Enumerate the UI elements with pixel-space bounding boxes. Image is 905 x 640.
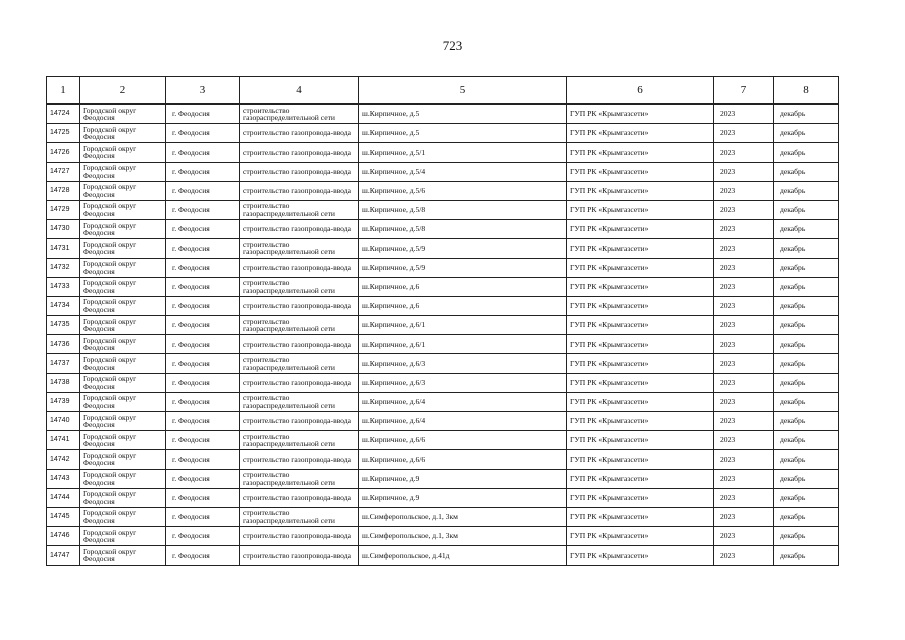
work-type-cell: строительство газопровода-ввода <box>240 373 359 392</box>
locality-cell: г. Феодосия <box>166 392 240 411</box>
table-row <box>47 335 839 354</box>
table-row <box>47 104 839 124</box>
municipality-cell: Городской округ Феодосия <box>80 124 166 143</box>
table-row <box>47 258 839 277</box>
organization-cell: ГУП РК «Крымгазсети» <box>567 354 714 373</box>
municipality-cell: Городской округ Феодосия <box>80 412 166 431</box>
work-type-cell: строительство газопровода-ввода <box>240 143 359 162</box>
locality-cell: г. Феодосия <box>166 277 240 296</box>
work-type-cell: строительство газопровода-ввода <box>240 488 359 507</box>
year-cell: 2023 <box>714 200 774 219</box>
work-type-cell: строительство газораспределительной сети <box>240 469 359 488</box>
locality-cell: г. Феодосия <box>166 258 240 277</box>
organization-cell: ГУП РК «Крымгазсети» <box>567 296 714 315</box>
row-number-cell: 14728 <box>47 181 80 200</box>
year-cell: 2023 <box>714 354 774 373</box>
year-cell: 2023 <box>714 277 774 296</box>
row-number-cell: 14744 <box>47 488 80 507</box>
work-type-cell: строительство газопровода-ввода <box>240 181 359 200</box>
row-number-cell: 14741 <box>47 431 80 450</box>
organization-cell: ГУП РК «Крымгазсети» <box>567 527 714 546</box>
month-cell: декабрь <box>774 200 839 219</box>
organization-cell: ГУП РК «Крымгазсети» <box>567 431 714 450</box>
work-type-cell: строительство газораспределительной сети <box>240 104 359 124</box>
locality-cell: г. Феодосия <box>166 200 240 219</box>
organization-cell: ГУП РК «Крымгазсети» <box>567 181 714 200</box>
month-cell: декабрь <box>774 354 839 373</box>
municipality-cell: Городской округ Феодосия <box>80 354 166 373</box>
locality-cell: г. Феодосия <box>166 239 240 258</box>
address-cell: ш.Кирпичное, д.9 <box>359 488 567 507</box>
locality-cell: г. Феодосия <box>166 162 240 181</box>
work-type-cell: строительство газопровода-ввода <box>240 412 359 431</box>
organization-cell: ГУП РК «Крымгазсети» <box>567 104 714 124</box>
month-cell: декабрь <box>774 527 839 546</box>
month-cell: декабрь <box>774 316 839 335</box>
table-row <box>47 143 839 162</box>
organization-cell: ГУП РК «Крымгазсети» <box>567 412 714 431</box>
year-cell: 2023 <box>714 296 774 315</box>
address-cell: ш.Кирпичное, д.6/6 <box>359 450 567 469</box>
row-number-cell: 14726 <box>47 143 80 162</box>
work-type-cell: строительство газораспределительной сети <box>240 316 359 335</box>
organization-cell: ГУП РК «Крымгазсети» <box>567 143 714 162</box>
year-cell: 2023 <box>714 220 774 239</box>
municipality-cell: Городской округ Феодосия <box>80 316 166 335</box>
column-header: 4 <box>240 77 359 105</box>
organization-cell: ГУП РК «Крымгазсети» <box>567 546 714 565</box>
row-number-cell: 14747 <box>47 546 80 565</box>
organization-cell: ГУП РК «Крымгазсети» <box>567 124 714 143</box>
month-cell: декабрь <box>774 488 839 507</box>
work-type-cell: строительство газопровода-ввода <box>240 527 359 546</box>
work-type-cell: строительство газораспределительной сети <box>240 239 359 258</box>
organization-cell: ГУП РК «Крымгазсети» <box>567 162 714 181</box>
year-cell: 2023 <box>714 143 774 162</box>
row-number-cell: 14724 <box>47 104 80 124</box>
column-header: 6 <box>567 77 714 105</box>
year-cell: 2023 <box>714 392 774 411</box>
organization-cell: ГУП РК «Крымгазсети» <box>567 507 714 526</box>
year-cell: 2023 <box>714 507 774 526</box>
table-row <box>47 507 839 526</box>
row-number-cell: 14738 <box>47 373 80 392</box>
month-cell: декабрь <box>774 412 839 431</box>
address-cell: ш.Кирпичное, д.5/6 <box>359 181 567 200</box>
organization-cell: ГУП РК «Крымгазсети» <box>567 316 714 335</box>
municipality-cell: Городской округ Феодосия <box>80 143 166 162</box>
organization-cell: ГУП РК «Крымгазсети» <box>567 277 714 296</box>
year-cell: 2023 <box>714 162 774 181</box>
municipality-cell: Городской округ Феодосия <box>80 277 166 296</box>
row-number-cell: 14746 <box>47 527 80 546</box>
row-number-cell: 14725 <box>47 124 80 143</box>
column-header: 8 <box>774 77 839 105</box>
row-number-cell: 14737 <box>47 354 80 373</box>
row-number-cell: 14743 <box>47 469 80 488</box>
work-type-cell: строительство газопровода-ввода <box>240 296 359 315</box>
table-row <box>47 200 839 219</box>
organization-cell: ГУП РК «Крымгазсети» <box>567 450 714 469</box>
row-number-cell: 14735 <box>47 316 80 335</box>
year-cell: 2023 <box>714 124 774 143</box>
month-cell: декабрь <box>774 104 839 124</box>
year-cell: 2023 <box>714 527 774 546</box>
locality-cell: г. Феодосия <box>166 546 240 565</box>
column-header: 7 <box>714 77 774 105</box>
row-number-cell: 14731 <box>47 239 80 258</box>
municipality-cell: Городской округ Феодосия <box>80 181 166 200</box>
municipality-cell: Городской округ Феодосия <box>80 431 166 450</box>
municipality-cell: Городской округ Феодосия <box>80 296 166 315</box>
municipality-cell: Городской округ Феодосия <box>80 335 166 354</box>
table-row <box>47 354 839 373</box>
work-type-cell: строительство газораспределительной сети <box>240 277 359 296</box>
year-cell: 2023 <box>714 239 774 258</box>
table-row <box>47 277 839 296</box>
table-row <box>47 239 839 258</box>
table-row <box>47 220 839 239</box>
address-cell: ш.Кирпичное, д.5/9 <box>359 258 567 277</box>
table-row <box>47 392 839 411</box>
organization-cell: ГУП РК «Крымгазсети» <box>567 200 714 219</box>
municipality-cell: Городской округ Феодосия <box>80 469 166 488</box>
organization-cell: ГУП РК «Крымгазсети» <box>567 392 714 411</box>
row-number-cell: 14732 <box>47 258 80 277</box>
table-row <box>47 469 839 488</box>
month-cell: декабрь <box>774 431 839 450</box>
work-type-cell: строительство газораспределительной сети <box>240 392 359 411</box>
table-row <box>47 162 839 181</box>
municipality-cell: Городской округ Феодосия <box>80 258 166 277</box>
locality-cell: г. Феодосия <box>166 104 240 124</box>
month-cell: декабрь <box>774 277 839 296</box>
month-cell: декабрь <box>774 124 839 143</box>
locality-cell: г. Феодосия <box>166 431 240 450</box>
address-cell: ш.Кирпичное, д.5/4 <box>359 162 567 181</box>
locality-cell: г. Феодосия <box>166 488 240 507</box>
organization-cell: ГУП РК «Крымгазсети» <box>567 239 714 258</box>
month-cell: декабрь <box>774 335 839 354</box>
month-cell: декабрь <box>774 507 839 526</box>
locality-cell: г. Феодосия <box>166 143 240 162</box>
municipality-cell: Городской округ Феодосия <box>80 507 166 526</box>
locality-cell: г. Феодосия <box>166 316 240 335</box>
address-cell: ш.Кирпичное, д.5/8 <box>359 220 567 239</box>
address-cell: ш.Кирпичное, д.9 <box>359 469 567 488</box>
month-cell: декабрь <box>774 546 839 565</box>
address-cell: ш.Симферопольское, д.1, 3км <box>359 507 567 526</box>
column-header: 1 <box>47 77 80 105</box>
municipality-cell: Городской округ Феодосия <box>80 162 166 181</box>
address-cell: ш.Кирпичное, д.6/1 <box>359 316 567 335</box>
organization-cell: ГУП РК «Крымгазсети» <box>567 220 714 239</box>
table-row <box>47 412 839 431</box>
organization-cell: ГУП РК «Крымгазсети» <box>567 335 714 354</box>
locality-cell: г. Феодосия <box>166 354 240 373</box>
month-cell: декабрь <box>774 143 839 162</box>
month-cell: декабрь <box>774 392 839 411</box>
table-row <box>47 296 839 315</box>
year-cell: 2023 <box>714 316 774 335</box>
row-number-cell: 14742 <box>47 450 80 469</box>
data-table <box>46 76 839 566</box>
municipality-cell: Городской округ Феодосия <box>80 104 166 124</box>
municipality-cell: Городской округ Феодосия <box>80 392 166 411</box>
municipality-cell: Городской округ Феодосия <box>80 488 166 507</box>
address-cell: ш.Кирпичное, д.5 <box>359 104 567 124</box>
month-cell: декабрь <box>774 239 839 258</box>
address-cell: ш.Кирпичное, д.6 <box>359 277 567 296</box>
column-header: 5 <box>359 77 567 105</box>
organization-cell: ГУП РК «Крымгазсети» <box>567 258 714 277</box>
year-cell: 2023 <box>714 412 774 431</box>
municipality-cell: Городской округ Феодосия <box>80 527 166 546</box>
year-cell: 2023 <box>714 469 774 488</box>
row-number-cell: 14734 <box>47 296 80 315</box>
year-cell: 2023 <box>714 181 774 200</box>
row-number-cell: 14733 <box>47 277 80 296</box>
year-cell: 2023 <box>714 546 774 565</box>
table-row <box>47 373 839 392</box>
address-cell: ш.Кирпичное, д.6/4 <box>359 412 567 431</box>
work-type-cell: строительство газораспределительной сети <box>240 354 359 373</box>
address-cell: ш.Кирпичное, д.5/8 <box>359 200 567 219</box>
column-header: 2 <box>80 77 166 105</box>
address-cell: ш.Кирпичное, д.6/6 <box>359 431 567 450</box>
year-cell: 2023 <box>714 488 774 507</box>
row-number-cell: 14736 <box>47 335 80 354</box>
organization-cell: ГУП РК «Крымгазсети» <box>567 488 714 507</box>
row-number-cell: 14727 <box>47 162 80 181</box>
table-header-row <box>47 77 839 105</box>
locality-cell: г. Феодосия <box>166 450 240 469</box>
municipality-cell: Городской округ Феодосия <box>80 200 166 219</box>
municipality-cell: Городской округ Феодосия <box>80 220 166 239</box>
table-body <box>47 104 839 565</box>
locality-cell: г. Феодосия <box>166 373 240 392</box>
work-type-cell: строительство газораспределительной сети <box>240 200 359 219</box>
month-cell: декабрь <box>774 373 839 392</box>
row-number-cell: 14740 <box>47 412 80 431</box>
locality-cell: г. Феодосия <box>166 335 240 354</box>
month-cell: декабрь <box>774 258 839 277</box>
table-row <box>47 546 839 565</box>
month-cell: декабрь <box>774 296 839 315</box>
table-row <box>47 124 839 143</box>
table-row <box>47 181 839 200</box>
table-row <box>47 316 839 335</box>
work-type-cell: строительство газопровода-ввода <box>240 258 359 277</box>
table-row <box>47 450 839 469</box>
month-cell: декабрь <box>774 450 839 469</box>
address-cell: ш.Симферопольское, д.41д <box>359 546 567 565</box>
address-cell: ш.Кирпичное, д.6/3 <box>359 354 567 373</box>
address-cell: ш.Кирпичное, д.6/1 <box>359 335 567 354</box>
address-cell: ш.Кирпичное, д.5/9 <box>359 239 567 258</box>
address-cell: ш.Кирпичное, д.6 <box>359 296 567 315</box>
address-cell: ш.Кирпичное, д.6/3 <box>359 373 567 392</box>
table-row <box>47 431 839 450</box>
organization-cell: ГУП РК «Крымгазсети» <box>567 373 714 392</box>
work-type-cell: строительство газопровода-ввода <box>240 546 359 565</box>
row-number-cell: 14745 <box>47 507 80 526</box>
work-type-cell: строительство газораспределительной сети <box>240 507 359 526</box>
locality-cell: г. Феодосия <box>166 296 240 315</box>
row-number-cell: 14739 <box>47 392 80 411</box>
locality-cell: г. Феодосия <box>166 412 240 431</box>
row-number-cell: 14729 <box>47 200 80 219</box>
month-cell: декабрь <box>774 162 839 181</box>
address-cell: ш.Кирпичное, д.5/1 <box>359 143 567 162</box>
year-cell: 2023 <box>714 335 774 354</box>
work-type-cell: строительство газораспределительной сети <box>240 431 359 450</box>
month-cell: декабрь <box>774 220 839 239</box>
work-type-cell: строительство газопровода-ввода <box>240 162 359 181</box>
municipality-cell: Городской округ Феодосия <box>80 239 166 258</box>
municipality-cell: Городской округ Феодосия <box>80 450 166 469</box>
locality-cell: г. Феодосия <box>166 507 240 526</box>
year-cell: 2023 <box>714 450 774 469</box>
locality-cell: г. Феодосия <box>166 527 240 546</box>
municipality-cell: Городской округ Феодосия <box>80 373 166 392</box>
year-cell: 2023 <box>714 104 774 124</box>
address-cell: ш.Кирпичное, д.5 <box>359 124 567 143</box>
municipality-cell: Городской округ Феодосия <box>80 546 166 565</box>
work-type-cell: строительство газопровода-ввода <box>240 220 359 239</box>
year-cell: 2023 <box>714 373 774 392</box>
page-number: 723 <box>442 38 463 53</box>
column-header: 3 <box>166 77 240 105</box>
locality-cell: г. Феодосия <box>166 220 240 239</box>
year-cell: 2023 <box>714 258 774 277</box>
table-row <box>47 527 839 546</box>
table-row <box>47 488 839 507</box>
locality-cell: г. Феодосия <box>166 469 240 488</box>
organization-cell: ГУП РК «Крымгазсети» <box>567 469 714 488</box>
locality-cell: г. Феодосия <box>166 181 240 200</box>
locality-cell: г. Феодосия <box>166 124 240 143</box>
work-type-cell: строительство газопровода-ввода <box>240 450 359 469</box>
month-cell: декабрь <box>774 181 839 200</box>
work-type-cell: строительство газопровода-ввода <box>240 124 359 143</box>
month-cell: декабрь <box>774 469 839 488</box>
work-type-cell: строительство газопровода-ввода <box>240 335 359 354</box>
year-cell: 2023 <box>714 431 774 450</box>
address-cell: ш.Кирпичное, д.6/4 <box>359 392 567 411</box>
row-number-cell: 14730 <box>47 220 80 239</box>
address-cell: ш.Симферопольское, д.1, 3км <box>359 527 567 546</box>
